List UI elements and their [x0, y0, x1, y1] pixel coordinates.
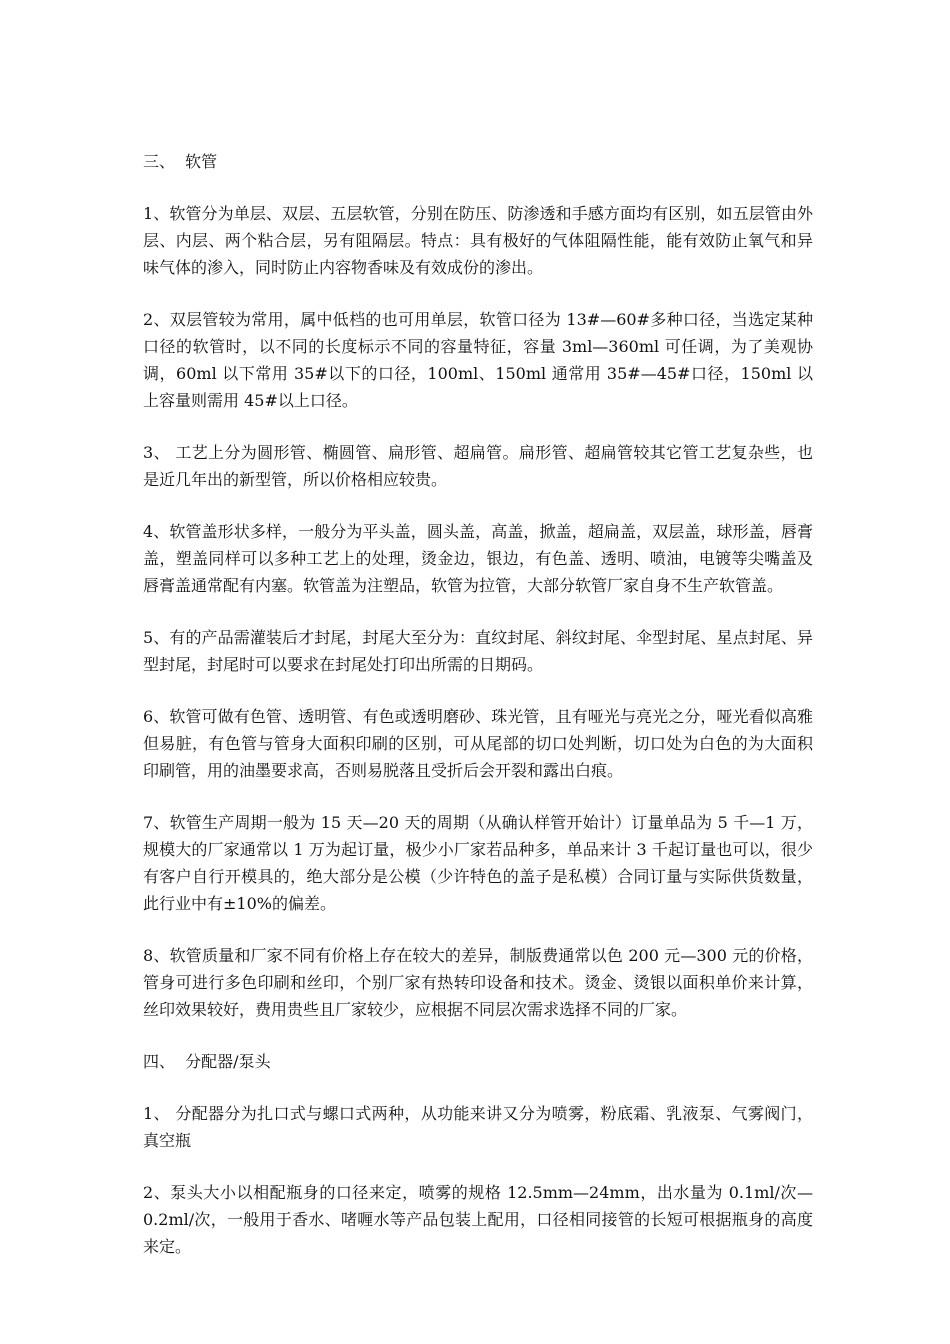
paragraph-soft-tube-1: 1、软管分为单层、双层、五层软管，分别在防压、防渗透和手感方面均有区别，如五层管由外层、内层、两个粘合层，另有阻隔层。特点：具有极好的气体阻隔性能，能有效防止氧气和异味气体的渗入，同时防止内容物香味及有效成份的渗出。 [143, 204, 813, 277]
paragraph-soft-tube-6: 6、软管可做有色管、透明管、有色或透明磨砂、珠光管，且有哑光与亮光之分，哑光看似高雅但易脏，有色管与管身大面积印刷的区别，可从尾部的切口处判断，切口处为白色的为大面积印刷管，用的油墨要求高，否则易脱落且受折后会开裂和露出白痕。 [143, 707, 813, 780]
section-heading-dispenser: 四、 分配器/泵头 [143, 1052, 271, 1071]
paragraph-soft-tube-7: 7、软管生产周期一般为 15 天—20 天的周期（从确认样管开始计）订量单品为 5 千—1 万，规模大的厂家通常以 1 万为起订量，极少小厂家若品种多，单品来计 3 千起订量也可以，很少有客户自行开模具的，绝大部分是公模（少许特色的盖子是私模）合同订量与实际供货数量，此行业中有±10%的偏差。 [143, 813, 813, 913]
paragraph-soft-tube-8: 8、软管质量和厂家不同有价格上存在较大的差异，制版费通常以色 200 元—300 元的价格，管身可进行多色印刷和丝印，个别厂家有热转印设备和技术。烫金、烫银以面积单价来计算，丝印效果较好，费用贵些且厂家较少，应根据不同层次需求选择不同的厂家。 [143, 946, 813, 1019]
section-heading-soft-tube: 三、 软管 [143, 152, 218, 171]
paragraph-dispenser-2: 2、泵头大小以相配瓶身的口径来定，喷雾的规格 12.5mm—24mm，出水量为 0.1ml/次—0.2ml/次，一般用于香水、啫喱水等产品包装上配用，口径相同接管的长短可根据瓶身的高度来定。 [143, 1183, 813, 1256]
paragraph-soft-tube-4: 4、软管盖形状多样，一般分为平头盖，圆头盖，高盖，掀盖，超扁盖，双层盖，球形盖，唇膏盖，塑盖同样可以多种工艺上的处理，烫金边，银边，有色盖、透明、喷油，电镀等尖嘴盖及唇膏盖通常配有内塞。软管盖为注塑品，软管为拉管，大部分软管厂家自身不生产软管盖。 [143, 522, 813, 595]
paragraph-soft-tube-5: 5、有的产品需灌装后才封尾，封尾大至分为：直纹封尾、斜纹封尾、伞型封尾、星点封尾、异型封尾，封尾时可以要求在封尾处打印出所需的日期码。 [143, 628, 813, 674]
document-body [143, 148, 813, 1285]
paragraph-dispenser-1: 1、 分配器分为扎口式与螺口式两种，从功能来讲又分为喷雾，粉底霜、乳液泵、气雾阀门，真空瓶 [143, 1104, 813, 1150]
paragraph-soft-tube-3: 3、 工艺上分为圆形管、椭圆管、扁形管、超扁管。扁形管、超扁管较其它管工艺复杂些，也是近几年出的新型管，所以价格相应较贵。 [143, 443, 813, 489]
paragraph-soft-tube-2: 2、双层管较为常用，属中低档的也可用单层，软管口径为 13#—60#多种口径，当选定某种口径的软管时，以不同的长度标示不同的容量特征，容量 3ml—360ml 可任调，为了美观协调，60ml 以下常用 35#以下的口径，100ml、150ml 通常用 35#—45#口径，150ml 以上容量则需用 45#以上口径。 [143, 310, 813, 410]
